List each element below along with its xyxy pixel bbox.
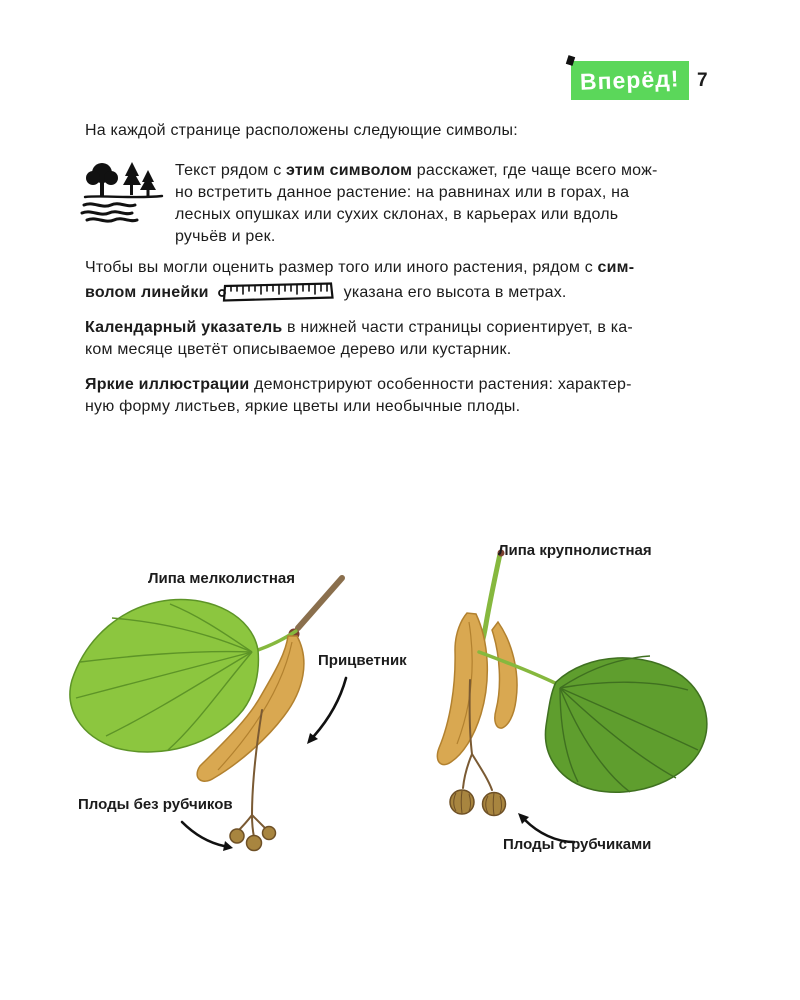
fruit-nutlet (230, 829, 244, 843)
habitat-text-pre: Текст рядом с (175, 162, 287, 179)
fruit-nutlet (247, 836, 262, 851)
petiole-right (479, 652, 557, 684)
illustrations-paragraph (85, 374, 751, 418)
leaf-right (545, 658, 706, 792)
habitat-text-line2: но встретить данное растение: на равнинах или в горах, на (175, 184, 630, 201)
illustrations-text-line2: ную форму листьев, яркие цветы или необычные плоды. (85, 398, 521, 415)
bract-arrow (314, 678, 346, 736)
left-fruits-arrowhead (223, 841, 233, 851)
habitat-text-line1: расскажет, где чаще всего мож- (412, 162, 658, 179)
calendar-paragraph (85, 317, 751, 361)
river-waves-icon (82, 204, 137, 221)
ruler-paragraph (85, 257, 751, 311)
ruler-text-bold2: волом линейки (85, 284, 209, 301)
right-plant-title: Липа крупнолистная (498, 542, 652, 559)
left-fruits-label: Плоды без рубчиков (78, 796, 233, 813)
linden-largeleaf-illustration (437, 550, 706, 843)
right-fruits-label: Плоды с рубчиками (503, 836, 652, 853)
pine-trees-icon (123, 162, 156, 197)
calendar-text-bold: Календарный указатель (85, 319, 283, 336)
fruit-nutlet (263, 827, 276, 840)
habitat-paragraph (175, 160, 741, 248)
ruler-text-post: указана его высота в метрах. (343, 284, 567, 301)
page-number: 7 (697, 70, 708, 91)
ruler-text-pre: Чтобы вы могли оценить размер того или иного растения, рядом с (85, 259, 598, 276)
calendar-text-line1: в нижней части страницы сориентирует, в ка- (282, 319, 633, 336)
header-banner (571, 61, 689, 100)
ruler-icon-svg (217, 279, 337, 304)
calendar-text-line2: ком месяце цветёт описываемое дерево или кустарник. (85, 341, 512, 358)
ruler-icon (217, 279, 337, 311)
bract-right (437, 613, 487, 765)
illustrations-text-line1: демонстрируют особенности растения: характер- (249, 376, 632, 393)
left-fruits-arrow (182, 822, 224, 846)
bract-label: Прицветник (318, 652, 407, 669)
banner-title: Вперёд! (579, 65, 681, 95)
bract-right-back (492, 622, 517, 728)
habitat-text-line3: лесных опушках или сухих склонах, в карьерах или вдоль (175, 206, 619, 223)
deciduous-tree-icon (86, 163, 118, 196)
illustrations-text-bold: Яркие иллюстрации (85, 376, 250, 393)
banner-corner-mark (566, 55, 575, 66)
habitat-text-bold: этим символом (286, 162, 413, 179)
botanical-figure-svg (0, 530, 800, 900)
landscape-icon-svg (80, 156, 166, 226)
landscape-icon (80, 156, 166, 226)
ground-line (85, 196, 162, 197)
left-plant-title: Липа мелколистная (148, 570, 295, 587)
twig (298, 578, 342, 628)
ruler-text-bold1: сим- (597, 259, 635, 276)
intro-line: На каждой странице расположены следующие символы: (85, 122, 518, 139)
leaf-left (70, 599, 258, 751)
habitat-text-line4: ручьёв и рек. (175, 228, 276, 245)
